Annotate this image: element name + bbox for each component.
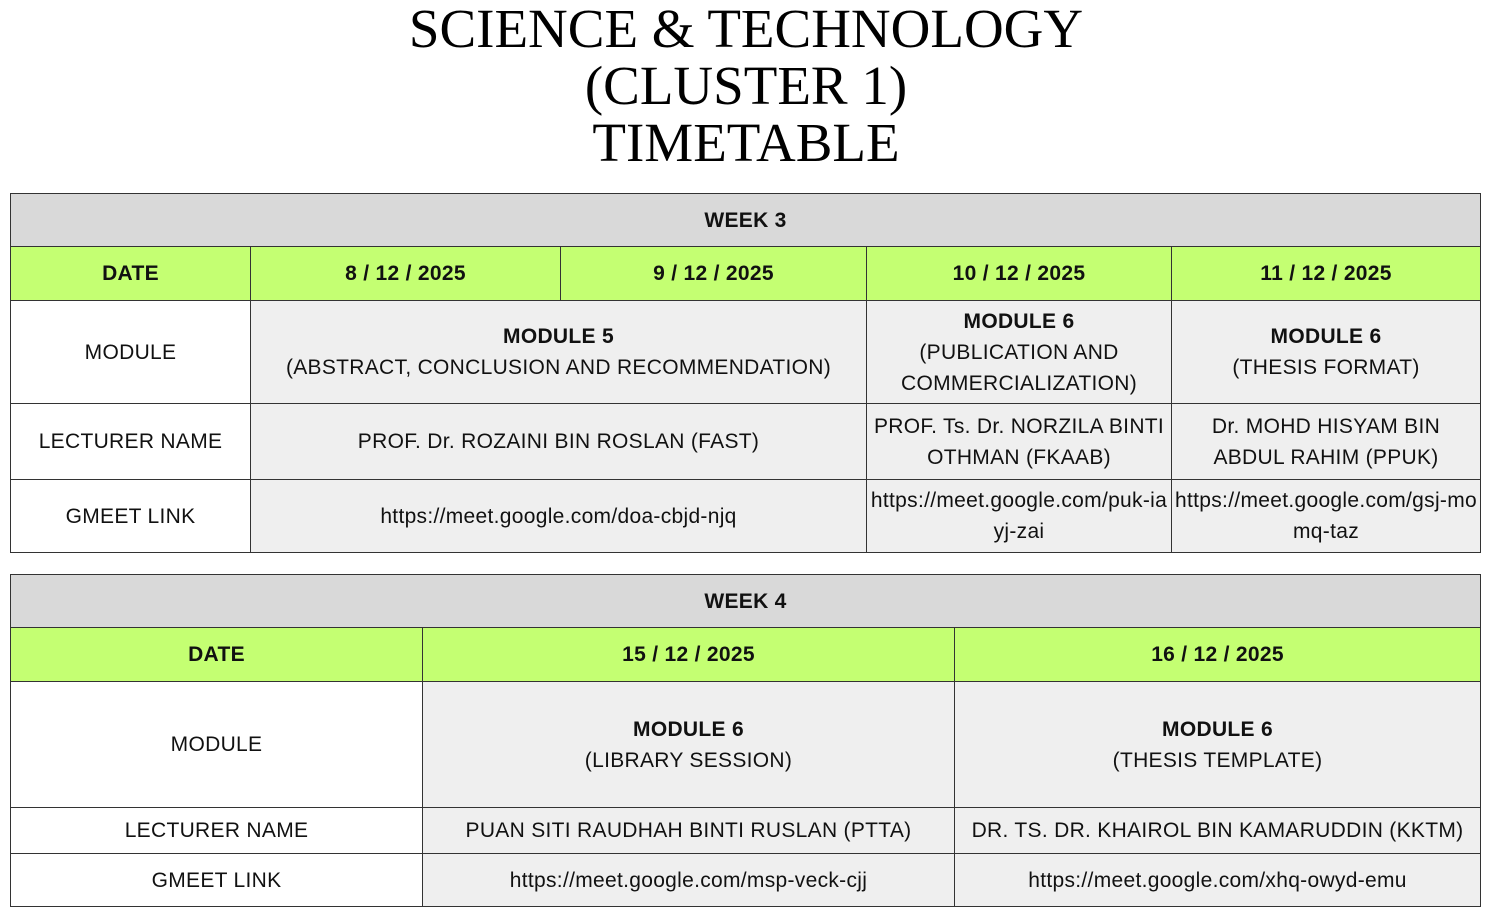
week3-module-row <box>11 301 1481 404</box>
week3-gmeet-row <box>11 480 1481 553</box>
module-title: MODULE 5 <box>503 325 614 348</box>
week3-date-3: 10 / 12 / 2025 <box>867 247 1172 301</box>
module-description: (PUBLICATION AND COMMERCIALIZATION) <box>900 340 1137 395</box>
title-line-2: (CLUSTER 1) <box>584 55 908 116</box>
module-description: (ABSTRACT, CONCLUSION AND RECOMMENDATION) <box>285 356 832 379</box>
week3-date-1: 8 / 12 / 2025 <box>251 247 561 301</box>
week3-header-row <box>11 194 1481 247</box>
title-line-1: SCIENCE & TECHNOLOGY <box>408 0 1084 59</box>
week4-lecturer-1: PUAN SITI RAUDHAH BINTI RUSLAN (PTTA) <box>423 808 955 854</box>
week3-gmeet-link-1[interactable]: https://meet.google.com/doa-cbjd-njq <box>251 480 867 553</box>
week4-lecturer-row <box>11 808 1481 854</box>
week3-date-row <box>11 247 1481 301</box>
module-description: (LIBRARY SESSION) <box>584 748 793 772</box>
module-title: MODULE 6 <box>1162 717 1273 741</box>
week4-date-1: 15 / 12 / 2025 <box>423 628 955 682</box>
page-title <box>0 0 1492 171</box>
module-description: (THESIS TEMPLATE) <box>1112 748 1323 772</box>
week3-timetable <box>10 193 1481 553</box>
week3-lecturer-2: PROF. Ts. Dr. NORZILA BINTI OTHMAN (FKAAB) <box>867 404 1172 480</box>
week4-header-row <box>11 575 1481 628</box>
week3-date-4: 11 / 12 / 2025 <box>1172 247 1481 301</box>
week4-gmeet-link-1[interactable]: https://meet.google.com/msp-veck-cjj <box>423 854 955 907</box>
week4-module-row <box>11 682 1481 808</box>
week4-lecturer-2: DR. TS. DR. KHAIROL BIN KAMARUDDIN (KKTM) <box>955 808 1481 854</box>
week4-heading: WEEK 4 <box>11 575 1481 628</box>
week3-date-label: DATE <box>11 247 251 301</box>
week3-date-2: 9 / 12 / 2025 <box>561 247 867 301</box>
week4-gmeet-label: GMEET LINK <box>11 854 423 907</box>
module-description: (THESIS FORMAT) <box>1232 356 1420 379</box>
week4-module-cell-1 <box>423 682 955 808</box>
week4-module-label: MODULE <box>11 682 423 808</box>
week3-heading: WEEK 3 <box>11 194 1481 247</box>
week3-lecturer-3: Dr. MOHD HISYAM BIN ABDUL RAHIM (PPUK) <box>1172 404 1481 480</box>
week4-date-2: 16 / 12 / 2025 <box>955 628 1481 682</box>
title-line-3: TIMETABLE <box>592 112 900 173</box>
week3-module-label: MODULE <box>11 301 251 404</box>
week4-date-label: DATE <box>11 628 423 682</box>
week4-gmeet-row <box>11 854 1481 907</box>
week4-lecturer-label: LECTURER NAME <box>11 808 423 854</box>
week3-lecturer-1: PROF. Dr. ROZAINI BIN ROSLAN (FAST) <box>251 404 867 480</box>
week3-module-cell-2 <box>867 301 1172 404</box>
week3-module-cell-1 <box>251 301 867 404</box>
week4-timetable <box>10 574 1481 907</box>
week4-module-cell-2 <box>955 682 1481 808</box>
week3-lecturer-label: LECTURER NAME <box>11 404 251 480</box>
week3-gmeet-link-2[interactable]: https://meet.google.com/puk-iayj-zai <box>867 480 1172 553</box>
week3-lecturer-row <box>11 404 1481 480</box>
week3-gmeet-label: GMEET LINK <box>11 480 251 553</box>
week3-gmeet-link-3[interactable]: https://meet.google.com/gsj-momq-taz <box>1172 480 1481 553</box>
module-title: MODULE 6 <box>1270 325 1382 348</box>
week4-gmeet-link-2[interactable]: https://meet.google.com/xhq-owyd-emu <box>955 854 1481 907</box>
week4-date-row <box>11 628 1481 682</box>
module-title: MODULE 6 <box>963 309 1075 333</box>
week3-module-cell-3 <box>1172 301 1481 404</box>
module-title: MODULE 6 <box>633 717 744 741</box>
